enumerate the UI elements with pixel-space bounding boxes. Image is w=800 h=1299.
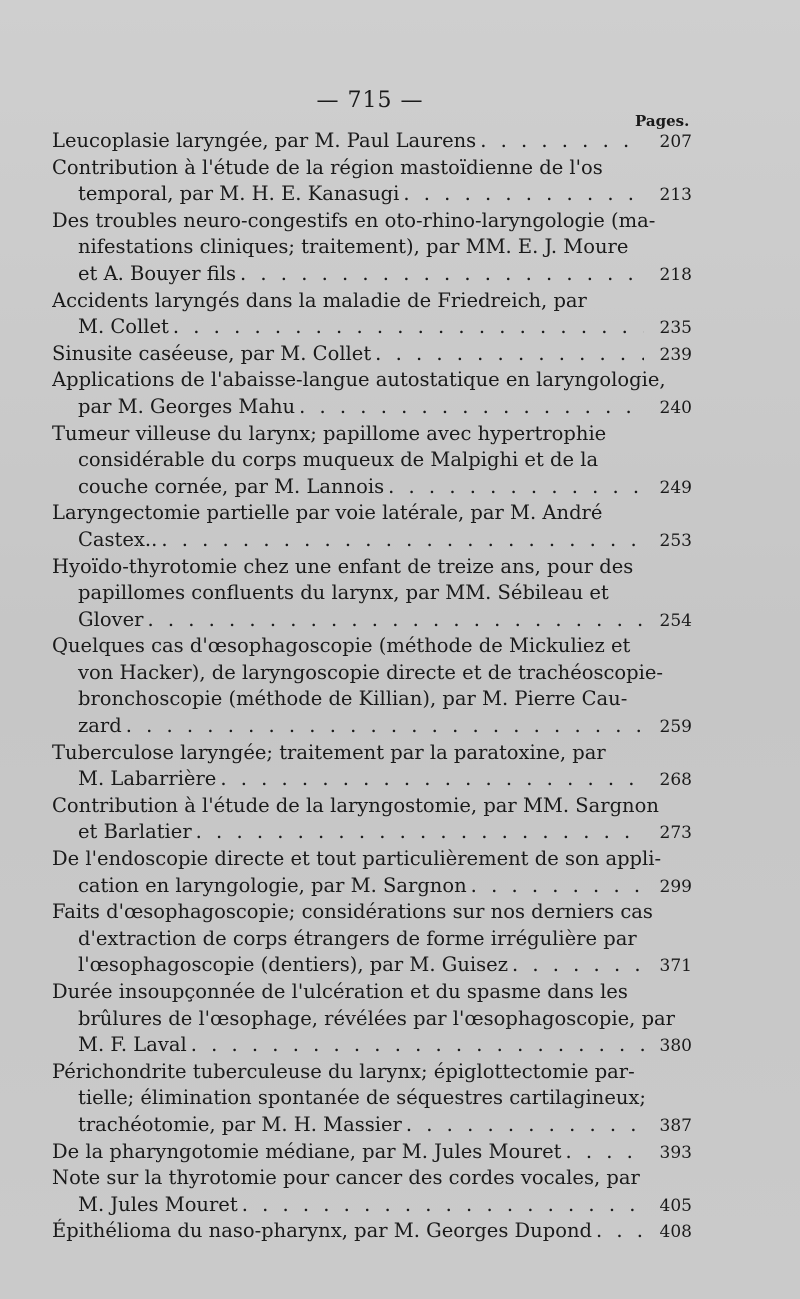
toc-entry-line: papillomes confluents du larynx, par MM. Sébileau et [78, 581, 609, 605]
toc-entry-line: Tumeur villeuse du larynx; papillome avec hypertrophie [52, 421, 607, 445]
toc-entry [52, 1139, 692, 1166]
toc-entry [52, 500, 692, 553]
dot-leader [216, 766, 644, 793]
dot-leader [238, 1192, 644, 1219]
toc-entry-line: considérable du corps muqueux de Malpighi et de la [78, 448, 599, 472]
toc-entry-title: par M. Georges Mahu [78, 394, 296, 418]
toc-entry-title: Leucoplasie laryngée, par M. Paul Laurens [52, 129, 477, 152]
toc-entry-line: De l'endoscopie directe et tout particulièrement de son appli- [52, 847, 662, 871]
toc-entry-page: 207 [659, 132, 692, 152]
toc-entry-line: Quelques cas d'œsophagoscopie (méthode de Mickuliez et [52, 634, 631, 658]
page-number: — 715 — [316, 88, 424, 113]
toc-entry-title: l'œsophagoscopie (dentiers), par M. Guisez [78, 953, 508, 977]
toc-entry-title: Castex.. [78, 527, 158, 551]
toc-entry-page: 249 [659, 477, 692, 498]
toc-entry [52, 554, 692, 634]
toc-entry-page: 371 [659, 956, 692, 977]
toc-entry-title: cation en laryngologie, par M. Sargnon [78, 873, 467, 897]
toc-entry-page: 259 [659, 717, 692, 738]
toc-entry-title: M. F. Laval [78, 1033, 187, 1057]
toc-entry [52, 421, 692, 501]
toc-entry [52, 846, 692, 899]
toc-entry-line: Note sur la thyrotomie pour cancer des cordes vocales, par [52, 1166, 640, 1190]
toc-entry-line: Durée insoupçonnée de l'ulcération et du spasme dans les [52, 980, 628, 1003]
toc-entry-title: zard [78, 714, 122, 738]
pages-column-header: Pages. [635, 112, 690, 130]
toc-entry-title: M. Labarrière [78, 767, 217, 791]
toc-entry-page: 253 [659, 530, 692, 551]
dot-leader [371, 341, 644, 368]
dot-leader [236, 261, 644, 288]
toc-entry-line: brûlures de l'œsophage, révélées par l'œsophagoscopie, par [78, 1006, 675, 1030]
toc-entry [52, 633, 692, 739]
toc-entry-title: Épithélioma du naso-pharynx, par M. Georges Dupond [52, 1219, 592, 1243]
toc-entry [52, 1218, 692, 1245]
toc-entry [52, 1165, 692, 1218]
dot-leader [295, 394, 644, 421]
toc-entry-page: 268 [659, 770, 692, 791]
dot-leader [192, 819, 644, 846]
toc-entry-page: 273 [659, 823, 692, 844]
dot-leader [143, 607, 644, 634]
toc-entry-title: Glover [78, 607, 144, 631]
dot-leader [561, 1139, 644, 1166]
dot-leader [384, 474, 644, 501]
dot-leader [467, 873, 644, 900]
dot-leader [476, 128, 644, 155]
toc-entry-title: M. Jules Mouret [78, 1192, 238, 1216]
toc-entry [52, 367, 692, 420]
toc-entry-line: von Hacker), de laryngoscopie directe et de trachéoscopie- [78, 660, 664, 684]
table-of-contents [52, 128, 692, 1245]
toc-entry-page: 393 [659, 1142, 692, 1163]
toc-entry [52, 128, 692, 155]
toc-entry-page: 380 [659, 1036, 692, 1057]
toc-entry [52, 208, 692, 288]
toc-entry-page: 239 [659, 344, 692, 365]
toc-entry [52, 1059, 692, 1139]
toc-entry [52, 288, 692, 341]
toc-entry-title: couche cornée, par M. Lannois [78, 474, 385, 498]
dot-leader [187, 1032, 644, 1059]
toc-entry-line: Tuberculose laryngée; traitement par la paratoxine, par [52, 740, 606, 764]
toc-entry-line: Hyoïdo-thyrotomie chez une enfant de treize ans, pour des [52, 554, 634, 578]
toc-entry-title: De la pharyngotomie médiane, par M. Jules Mouret [52, 1139, 562, 1163]
dot-leader [402, 1112, 644, 1139]
toc-entry-line: bronchoscopie (méthode de Killian), par M. Pierre Cau- [78, 687, 628, 711]
toc-entry-line: d'extraction de corps étrangers de forme irrégulière par [78, 926, 637, 950]
toc-entry-line: Des troubles neuro-congestifs en oto-rhino-laryngologie (ma- [52, 208, 656, 232]
toc-entry [52, 341, 692, 368]
dot-leader [122, 713, 644, 740]
toc-entry-line: nifestations cliniques; traitement), par MM. E. J. Moure [78, 235, 629, 259]
toc-entry-title: Sinusite caséeuse, par M. Collet [52, 341, 372, 365]
toc-entry [52, 740, 692, 793]
toc-entry-page: 254 [659, 610, 692, 631]
toc-entry-page: 408 [659, 1222, 692, 1243]
toc-entry-line: tielle; élimination spontanée de séquestres cartilagineux; [78, 1086, 646, 1110]
toc-entry-line: Accidents laryngés dans la maladie de Friedreich, par [52, 288, 587, 312]
toc-entry-page: 240 [659, 397, 692, 418]
toc-entry-page: 213 [659, 185, 692, 206]
dot-leader [169, 314, 644, 341]
dot-leader [157, 527, 644, 554]
toc-entry-title: temporal, par M. H. E. Kanasugi [78, 182, 400, 206]
dot-leader [508, 952, 644, 979]
toc-entry-line: Périchondrite tuberculeuse du larynx; épiglottectomie par- [52, 1059, 635, 1083]
toc-entry [52, 979, 692, 1059]
toc-entry-line: Faits d'œsophagoscopie; considérations sur nos derniers cas [52, 900, 653, 924]
toc-entry-page: 299 [659, 876, 692, 897]
toc-entry-title: et A. Bouyer fils [78, 261, 237, 285]
toc-entry-title: et Barlatier [78, 820, 192, 844]
toc-entry [52, 899, 692, 979]
toc-entry [52, 155, 692, 208]
toc-entry-title: M. Collet [78, 315, 169, 339]
toc-entry-line: Contribution à l'étude de la laryngostomie, par MM. Sargnon [52, 793, 659, 817]
toc-entry-page: 387 [659, 1115, 692, 1136]
dot-leader [592, 1218, 644, 1245]
toc-entry-page: 218 [659, 264, 692, 285]
toc-entry-title: trachéotomie, par M. H. Massier [78, 1112, 402, 1136]
toc-entry-page: 405 [659, 1195, 692, 1216]
toc-entry-page: 235 [659, 318, 692, 339]
dot-leader [399, 181, 644, 208]
toc-entry [52, 793, 692, 846]
toc-entry-line: Applications de l'abaisse-langue autostatique en laryngologie, [52, 368, 666, 392]
toc-entry-line: Laryngectomie partielle par voie latérale, par M. André [52, 501, 603, 525]
toc-entry-line: Contribution à l'étude de la région mastoïdienne de l'os [52, 155, 603, 179]
